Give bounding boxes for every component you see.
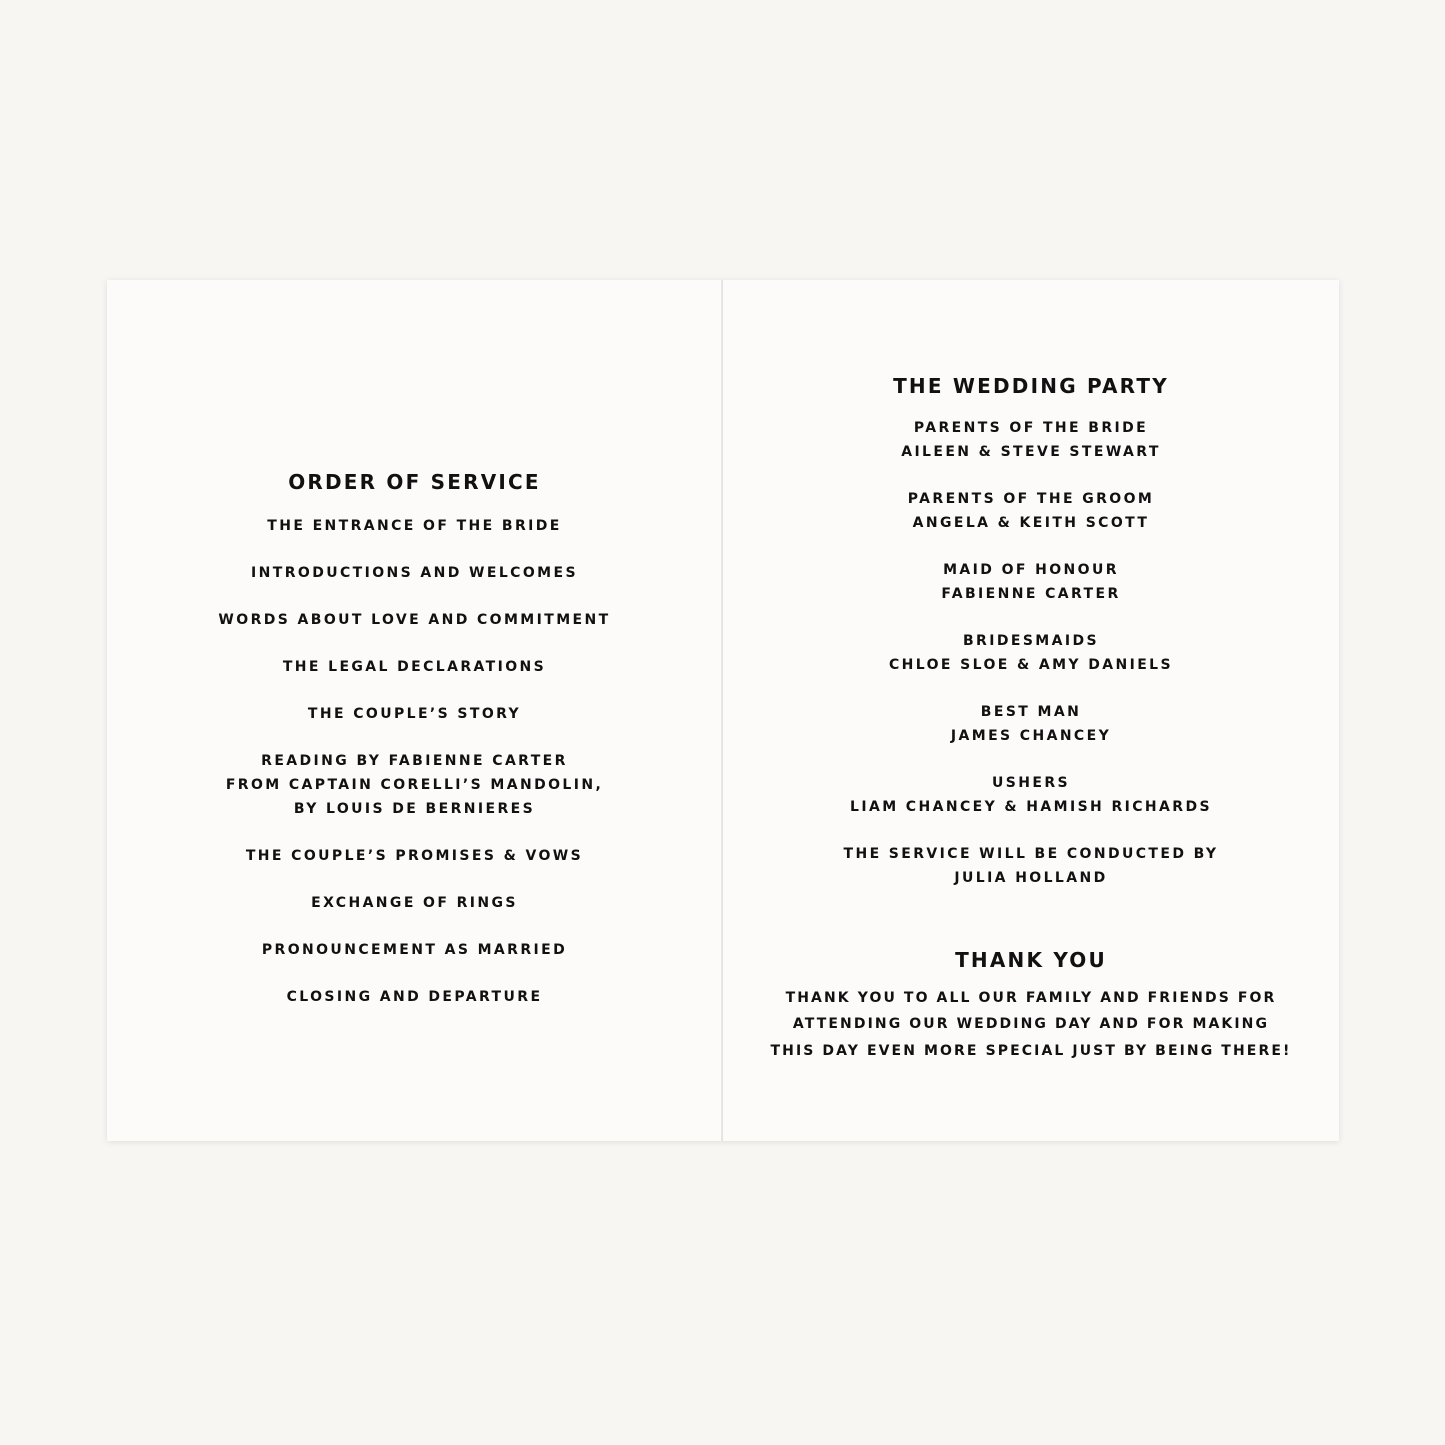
service-item-entrance: THE ENTRANCE OF THE BRIDE xyxy=(267,518,562,534)
service-item-introductions: INTRODUCTIONS AND WELCOMES xyxy=(251,565,578,581)
order-of-service-title: ORDER OF SERVICE xyxy=(288,470,541,494)
party-names-bridesmaids: CHLOE SLOE & AMY DANIELS xyxy=(888,657,1173,673)
thank-you-line-2: ATTENDING OUR WEDDING DAY AND FOR MAKING xyxy=(792,1016,1270,1032)
right-page xyxy=(723,280,1339,1141)
party-role-bride-parents: PARENTS OF THE BRIDE xyxy=(913,420,1149,436)
party-role-maid-of-honour: MAID OF HONOUR xyxy=(943,562,1119,578)
service-item-pronouncement: PRONOUNCEMENT AS MARRIED xyxy=(261,942,568,958)
party-names-maid-of-honour: FABIENNE CARTER xyxy=(941,586,1121,602)
service-item-words: WORDS ABOUT LOVE AND COMMITMENT xyxy=(218,612,611,628)
party-names-officiant: JULIA HOLLAND xyxy=(954,870,1108,886)
service-item-legal: THE LEGAL DECLARATIONS xyxy=(282,659,547,675)
party-role-groom-parents: PARENTS OF THE GROOM xyxy=(907,491,1155,507)
service-item-reading-line-3: BY LOUIS DE BERNIERES xyxy=(293,801,536,817)
thank-you-line-3: THIS DAY EVEN MORE SPECIAL JUST BY BEING THERE! xyxy=(770,1043,1292,1059)
program-spread xyxy=(107,280,1339,1141)
party-role-ushers: USHERS xyxy=(992,775,1070,791)
party-role-officiant: THE SERVICE WILL BE CONDUCTED BY xyxy=(843,846,1219,862)
party-role-best-man: BEST MAN xyxy=(980,704,1082,720)
service-item-story: THE COUPLE’S STORY xyxy=(307,706,522,722)
wedding-party-title: THE WEDDING PARTY xyxy=(893,374,1169,398)
service-item-reading-line-1: READING BY FABIENNE CARTER xyxy=(261,753,568,769)
party-names-bride-parents: AILEEN & STEVE STEWART xyxy=(901,444,1161,460)
service-item-closing: CLOSING AND DEPARTURE xyxy=(286,989,543,1005)
party-role-bridesmaids: BRIDESMAIDS xyxy=(962,633,1099,649)
party-names-groom-parents: ANGELA & KEITH SCOTT xyxy=(912,515,1150,531)
thank-you-title: THANK YOU xyxy=(955,948,1107,972)
thank-you-line-1: THANK YOU TO ALL OUR FAMILY AND FRIENDS FOR xyxy=(785,990,1277,1006)
service-item-reading-line-2: FROM CAPTAIN CORELLI’S MANDOLIN, xyxy=(225,777,604,793)
party-names-best-man: JAMES CHANCEY xyxy=(950,728,1112,744)
service-item-vows: THE COUPLE’S PROMISES & VOWS xyxy=(245,848,584,864)
left-page xyxy=(107,280,722,1141)
service-item-rings: EXCHANGE OF RINGS xyxy=(311,895,518,911)
party-names-ushers: LIAM CHANCEY & HAMISH RICHARDS xyxy=(850,799,1212,815)
